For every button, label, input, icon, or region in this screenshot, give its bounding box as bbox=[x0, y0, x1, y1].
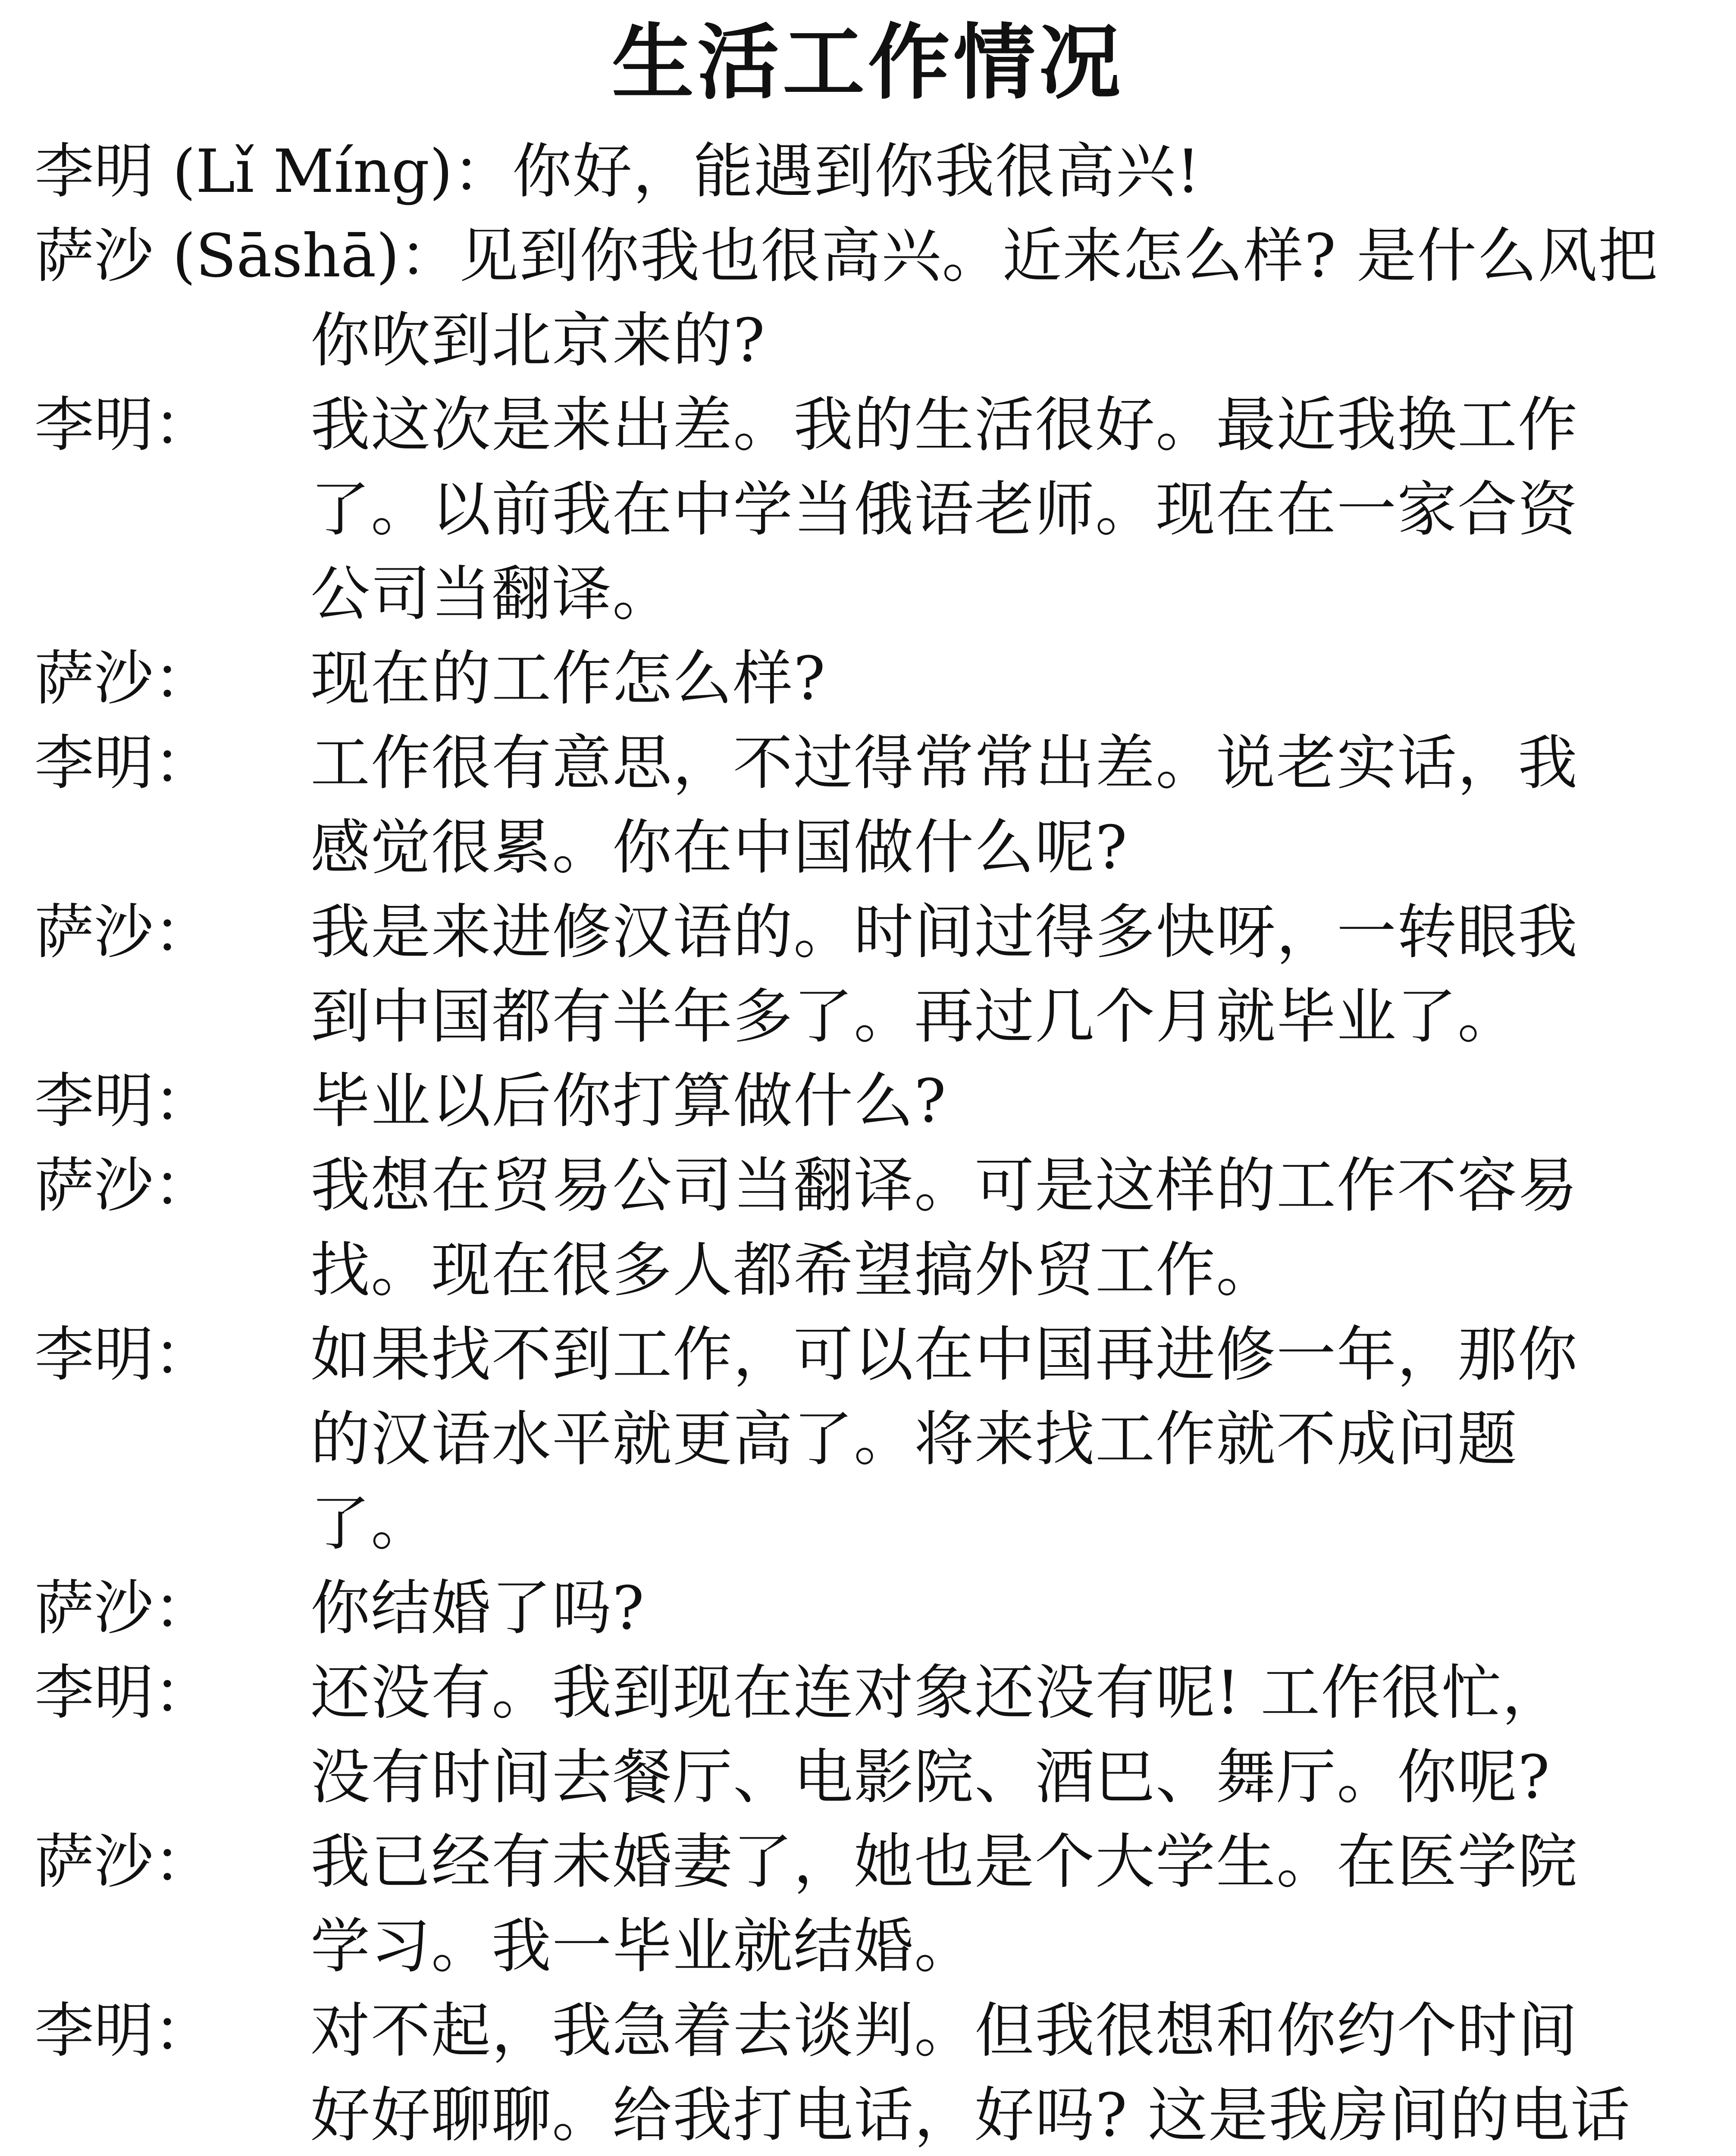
dialogue-turn bbox=[34, 721, 1716, 890]
speaker-label: 萨沙： bbox=[34, 897, 213, 967]
dialogue-turn bbox=[34, 129, 1716, 214]
utterance-line: 现在的工作怎么样? bbox=[310, 644, 826, 713]
utterance-line: 了。以前我在中学当俄语老师。现在在一家合资 bbox=[310, 475, 1579, 544]
utterance-line: 找。现在很多人都希望搞外贸工作。 bbox=[310, 1235, 1277, 1305]
utterance-line: 我已经有未婚妻了，她也是个大学生。在医学院 bbox=[310, 1827, 1579, 1896]
page-title: 生活工作情况 bbox=[611, 14, 1124, 110]
utterance-line: 公司当翻译。 bbox=[310, 559, 673, 629]
utterance-line: 对不起，我急着去谈判。但我很想和你约个时间 bbox=[310, 1996, 1579, 2065]
utterance-line: 还没有。我到现在连对象还没有呢! 工作很忙， bbox=[310, 1658, 1563, 1727]
dialogue-turn bbox=[34, 1144, 1716, 1313]
utterance-line: 见到你我也很高兴。近来怎么样? 是什么风把 bbox=[459, 221, 1659, 291]
utterance-line: 如果找不到工作，可以在中国再进修一年，那你 bbox=[310, 1320, 1579, 1389]
utterance-line: 工作很有意思，不过得常常出差。说老实话，我 bbox=[310, 728, 1579, 798]
speaker-label: 李明： bbox=[34, 728, 213, 798]
dialogue-turn bbox=[34, 214, 1716, 383]
dialogue-turn bbox=[34, 1989, 1716, 2156]
speaker-label: 李明： bbox=[34, 1658, 213, 1727]
utterance-line: 学习。我一毕业就结婚。 bbox=[310, 1912, 975, 1981]
speaker-label: 萨沙： bbox=[34, 1573, 213, 1643]
utterance-line: 你好，能遇到你我很高兴! bbox=[512, 137, 1201, 206]
dialogue-turn bbox=[34, 636, 1716, 721]
speaker-label: 李明： bbox=[34, 1320, 213, 1389]
dialogue-turn bbox=[34, 1820, 1716, 1989]
speaker-label: 李明： bbox=[34, 1066, 213, 1136]
dialogue-turn bbox=[34, 1651, 1716, 1820]
utterance-line: 毕业以后你打算做什么? bbox=[310, 1066, 947, 1136]
utterance-line: 我这次是来出差。我的生活很好。最近我换工作 bbox=[310, 390, 1579, 460]
utterance-line: 没有时间去餐厅、电影院、酒巴、舞厅。你呢? bbox=[310, 1742, 1551, 1812]
speaker-label: 李明： bbox=[34, 390, 213, 460]
dialogue-turn bbox=[34, 1566, 1716, 1651]
speaker-label: 萨沙： bbox=[34, 1151, 213, 1220]
speaker-label: 萨沙： bbox=[34, 644, 213, 713]
utterance-line: 的汉语水平就更高了。将来找工作就不成问题 bbox=[310, 1404, 1518, 1474]
utterance-line: 我想在贸易公司当翻译。可是这样的工作不容易 bbox=[310, 1151, 1579, 1220]
utterance-line: 了。 bbox=[310, 1489, 432, 1558]
dialogue bbox=[34, 129, 1716, 2156]
speaker-label: 萨沙： bbox=[34, 1827, 213, 1896]
dialogue-turn bbox=[34, 1313, 1716, 1566]
utterance-line: 你结婚了吗? bbox=[310, 1573, 645, 1643]
dialogue-turn bbox=[34, 890, 1716, 1059]
utterance-line: 到中国都有半年多了。再过几个月就毕业了。 bbox=[310, 982, 1518, 1051]
utterance-line: 你吹到北京来的? bbox=[310, 306, 766, 375]
speaker-label: 李明： bbox=[34, 1996, 213, 2065]
speaker-label: 萨沙 (Sāshā)： bbox=[34, 221, 459, 291]
utterance-line: 我是来进修汉语的。时间过得多快呀，一转眼我 bbox=[310, 897, 1579, 967]
dialogue-turn bbox=[34, 1059, 1716, 1144]
dialogue-turn bbox=[34, 383, 1716, 636]
utterance-line: 感觉很累。你在中国做什么呢? bbox=[310, 813, 1128, 882]
speaker-label: 李明 (Lǐ Míng)： bbox=[34, 137, 512, 206]
utterance-line: 好好聊聊。给我打电话，好吗? 这是我房间的电话 bbox=[310, 2081, 1631, 2150]
